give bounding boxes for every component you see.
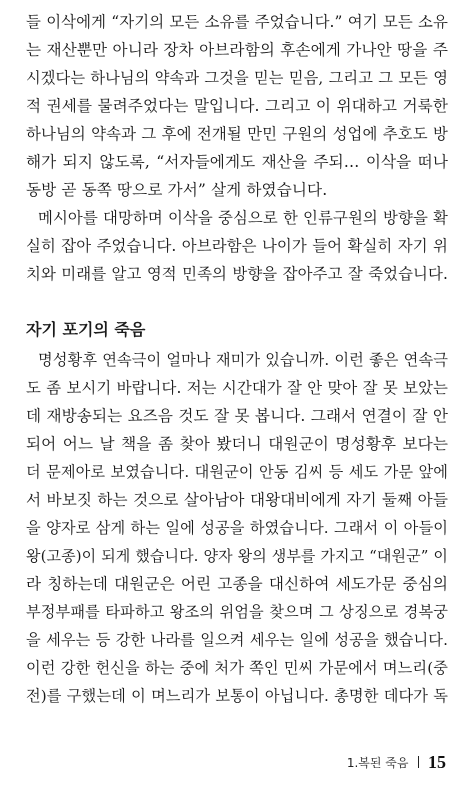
body-text-line: 라 칭하는데 대원군은 어린 고종을 대신하여 세도가문 중심의 — [26, 575, 448, 593]
body-text-line: 해가 되지 않도록, “서자들에게도 재산을 주되… 이삭을 떠나 — [26, 153, 448, 171]
body-text-line: 도 좀 보시기 바랍니다. 저는 시간대가 잘 안 맞아 잘 못 보았는 — [26, 379, 448, 397]
chapter-title: 1.복된 죽음 — [346, 755, 409, 770]
body-text-line: 부정부패를 타파하고 왕조의 위엄을 찾으며 그 상징으로 경복궁 — [26, 603, 448, 621]
body-text-line: 는 재산뿐만 아니라 장차 아브라함의 후손에게 가나안 땅을 주 — [26, 41, 448, 59]
page-number: 15 — [428, 751, 446, 772]
body-text-line: 치와 미래를 알고 영적 민족의 방향을 잡아주고 잘 죽었습니다. — [26, 265, 448, 283]
body-text-line: 왕(고종)이 되게 했습니다. 양자 왕의 생부를 가지고 “대원군” 이 — [26, 547, 448, 565]
body-text-line: 들 이삭에게 “자기의 모든 소유를 주었습니다.” 여기 모든 소유 — [26, 13, 448, 31]
paragraph-first-line: 명성황후 연속극이 얼마나 재미가 있습니까. 이런 좋은 연속극 — [38, 351, 448, 369]
body-text-line: 되어 어느 날 책을 좀 찾아 봤더니 대원군이 명성황후 보다는 — [26, 435, 448, 453]
body-text-line: 서 바보짓 하는 것으로 살아남아 대왕대비에게 자기 둘째 아들 — [26, 491, 448, 509]
body-text-line: 더 문제아로 보였습니다. 대원군이 안동 김씨 등 세도 가문 앞에 — [26, 463, 448, 481]
body-text-line: 시겠다는 하나님의 약속과 그것을 믿는 믿음, 그리고 그 모든 영 — [26, 69, 448, 87]
body-text-line: 을 세우는 등 강한 나라를 일으켜 세우는 일에 성공을 했습니다. — [26, 631, 448, 649]
page-footer — [347, 751, 446, 773]
body-text-line: 동방 곧 동쪽 땅으로 가서” 살게 하였습니다. — [26, 181, 328, 199]
body-text-line: 전)를 구했는데 이 며느리가 보통이 아닙니다. 총명한 데다가 독 — [26, 687, 448, 705]
body-text-line: 이런 강한 헌신을 하는 중에 처가 쪽인 민씨 가문에서 며느리(중 — [26, 659, 448, 677]
body-text-line: 을 양자로 삼게 하는 일에 성공을 하였습니다. 그래서 이 아들이 — [26, 519, 448, 537]
body-text-line: 데 재방송되는 요즈음 것도 잘 못 봅니다. 그래서 연결이 잘 안 — [26, 407, 448, 425]
body-text-line: 적 권세를 물려주었다는 말입니다. 그리고 이 위대하고 거룩한 — [26, 97, 448, 115]
section-heading: 자기 포기의 죽음 — [26, 320, 146, 339]
body-text-line: 실히 잡아 주었습니다. 아브라함은 나이가 들어 확실히 자기 위 — [26, 237, 448, 255]
paragraph-first-line: 메시아를 대망하며 이삭을 중심으로 한 인류구원의 방향을 확 — [38, 209, 448, 227]
footer-divider — [418, 756, 420, 768]
body-text-line: 하나님의 약속과 그 후에 전개될 만민 구원의 성업에 추호도 방 — [26, 125, 448, 143]
